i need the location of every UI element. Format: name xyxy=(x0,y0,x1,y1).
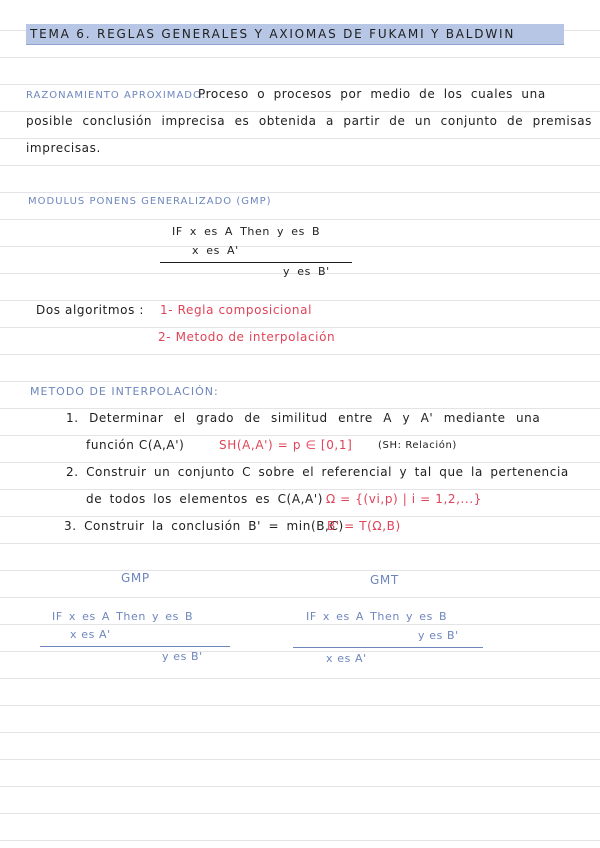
razonamiento-text-3: imprecisas. xyxy=(26,141,101,155)
step-1-function: función C(A,A') xyxy=(86,438,185,452)
razonamiento-text-2: posible conclusión imprecisa es obtenida a partir de un conjunto de premisas xyxy=(26,114,593,128)
algorithms-label: Dos algoritmos : xyxy=(36,303,145,317)
razonamiento-text-1: Proceso o procesos por medio de los cuales una xyxy=(198,87,546,101)
gmp-box-conclusion: y es B' xyxy=(162,650,203,663)
gmp-divider xyxy=(160,262,352,263)
step-2-line-2: de todos los elementos es C(A,A') xyxy=(86,492,324,506)
gmp-heading: MODULUS PONENS GENERALIZADO (GMP) xyxy=(28,196,272,207)
gmt-box-divider xyxy=(293,647,483,648)
gmt-box-premise-2: y es B' xyxy=(418,629,459,642)
gmt-box-conclusion: x es A' xyxy=(326,652,367,665)
step-1-formula: SH(A,A') = p ∈ [0,1] xyxy=(219,438,353,452)
algorithm-1: 1- Regla composicional xyxy=(160,303,313,317)
step-3-formula: B' = T(Ω,B) xyxy=(327,519,401,533)
step-1-note: (SH: Relación) xyxy=(378,440,457,451)
gmp-box-premise-1: IF x es A Then y es B xyxy=(52,610,194,623)
gmt-box-heading: GMT xyxy=(370,573,399,587)
gmp-box-divider xyxy=(40,646,230,647)
step-2-line-1: 2. Construir un conjunto C sobre el referencial y tal que la pertenencia xyxy=(66,465,569,479)
gmp-premise-2: x es A' xyxy=(192,244,239,257)
step-2-formula: Ω = {(vi,p) | i = 1,2,...} xyxy=(326,492,482,506)
gmp-premise-1: IF x es A Then y es B xyxy=(172,225,321,238)
gmp-box-premise-2: x es A' xyxy=(70,628,111,641)
razonamiento-label: RAZONAMIENTO APROXIMADO: xyxy=(26,90,207,101)
gmp-box-heading: GMP xyxy=(121,571,150,585)
gmt-box-premise-1: IF x es A Then y es B xyxy=(306,610,448,623)
algorithm-2: 2- Metodo de interpolación xyxy=(158,330,336,344)
step-1-line-1: 1. Determinar el grado de similitud entre A y A' mediante una xyxy=(66,411,541,425)
gmp-conclusion: y es B' xyxy=(283,265,330,278)
interpolation-heading: METODO DE INTERPOLACIÓN: xyxy=(30,385,219,398)
page-title: TEMA 6. REGLAS GENERALES Y AXIOMAS DE FUKAMI Y BALDWIN xyxy=(30,27,516,41)
step-3-line: 3. Construir la conclusión B' = min(B,C) xyxy=(64,519,344,533)
